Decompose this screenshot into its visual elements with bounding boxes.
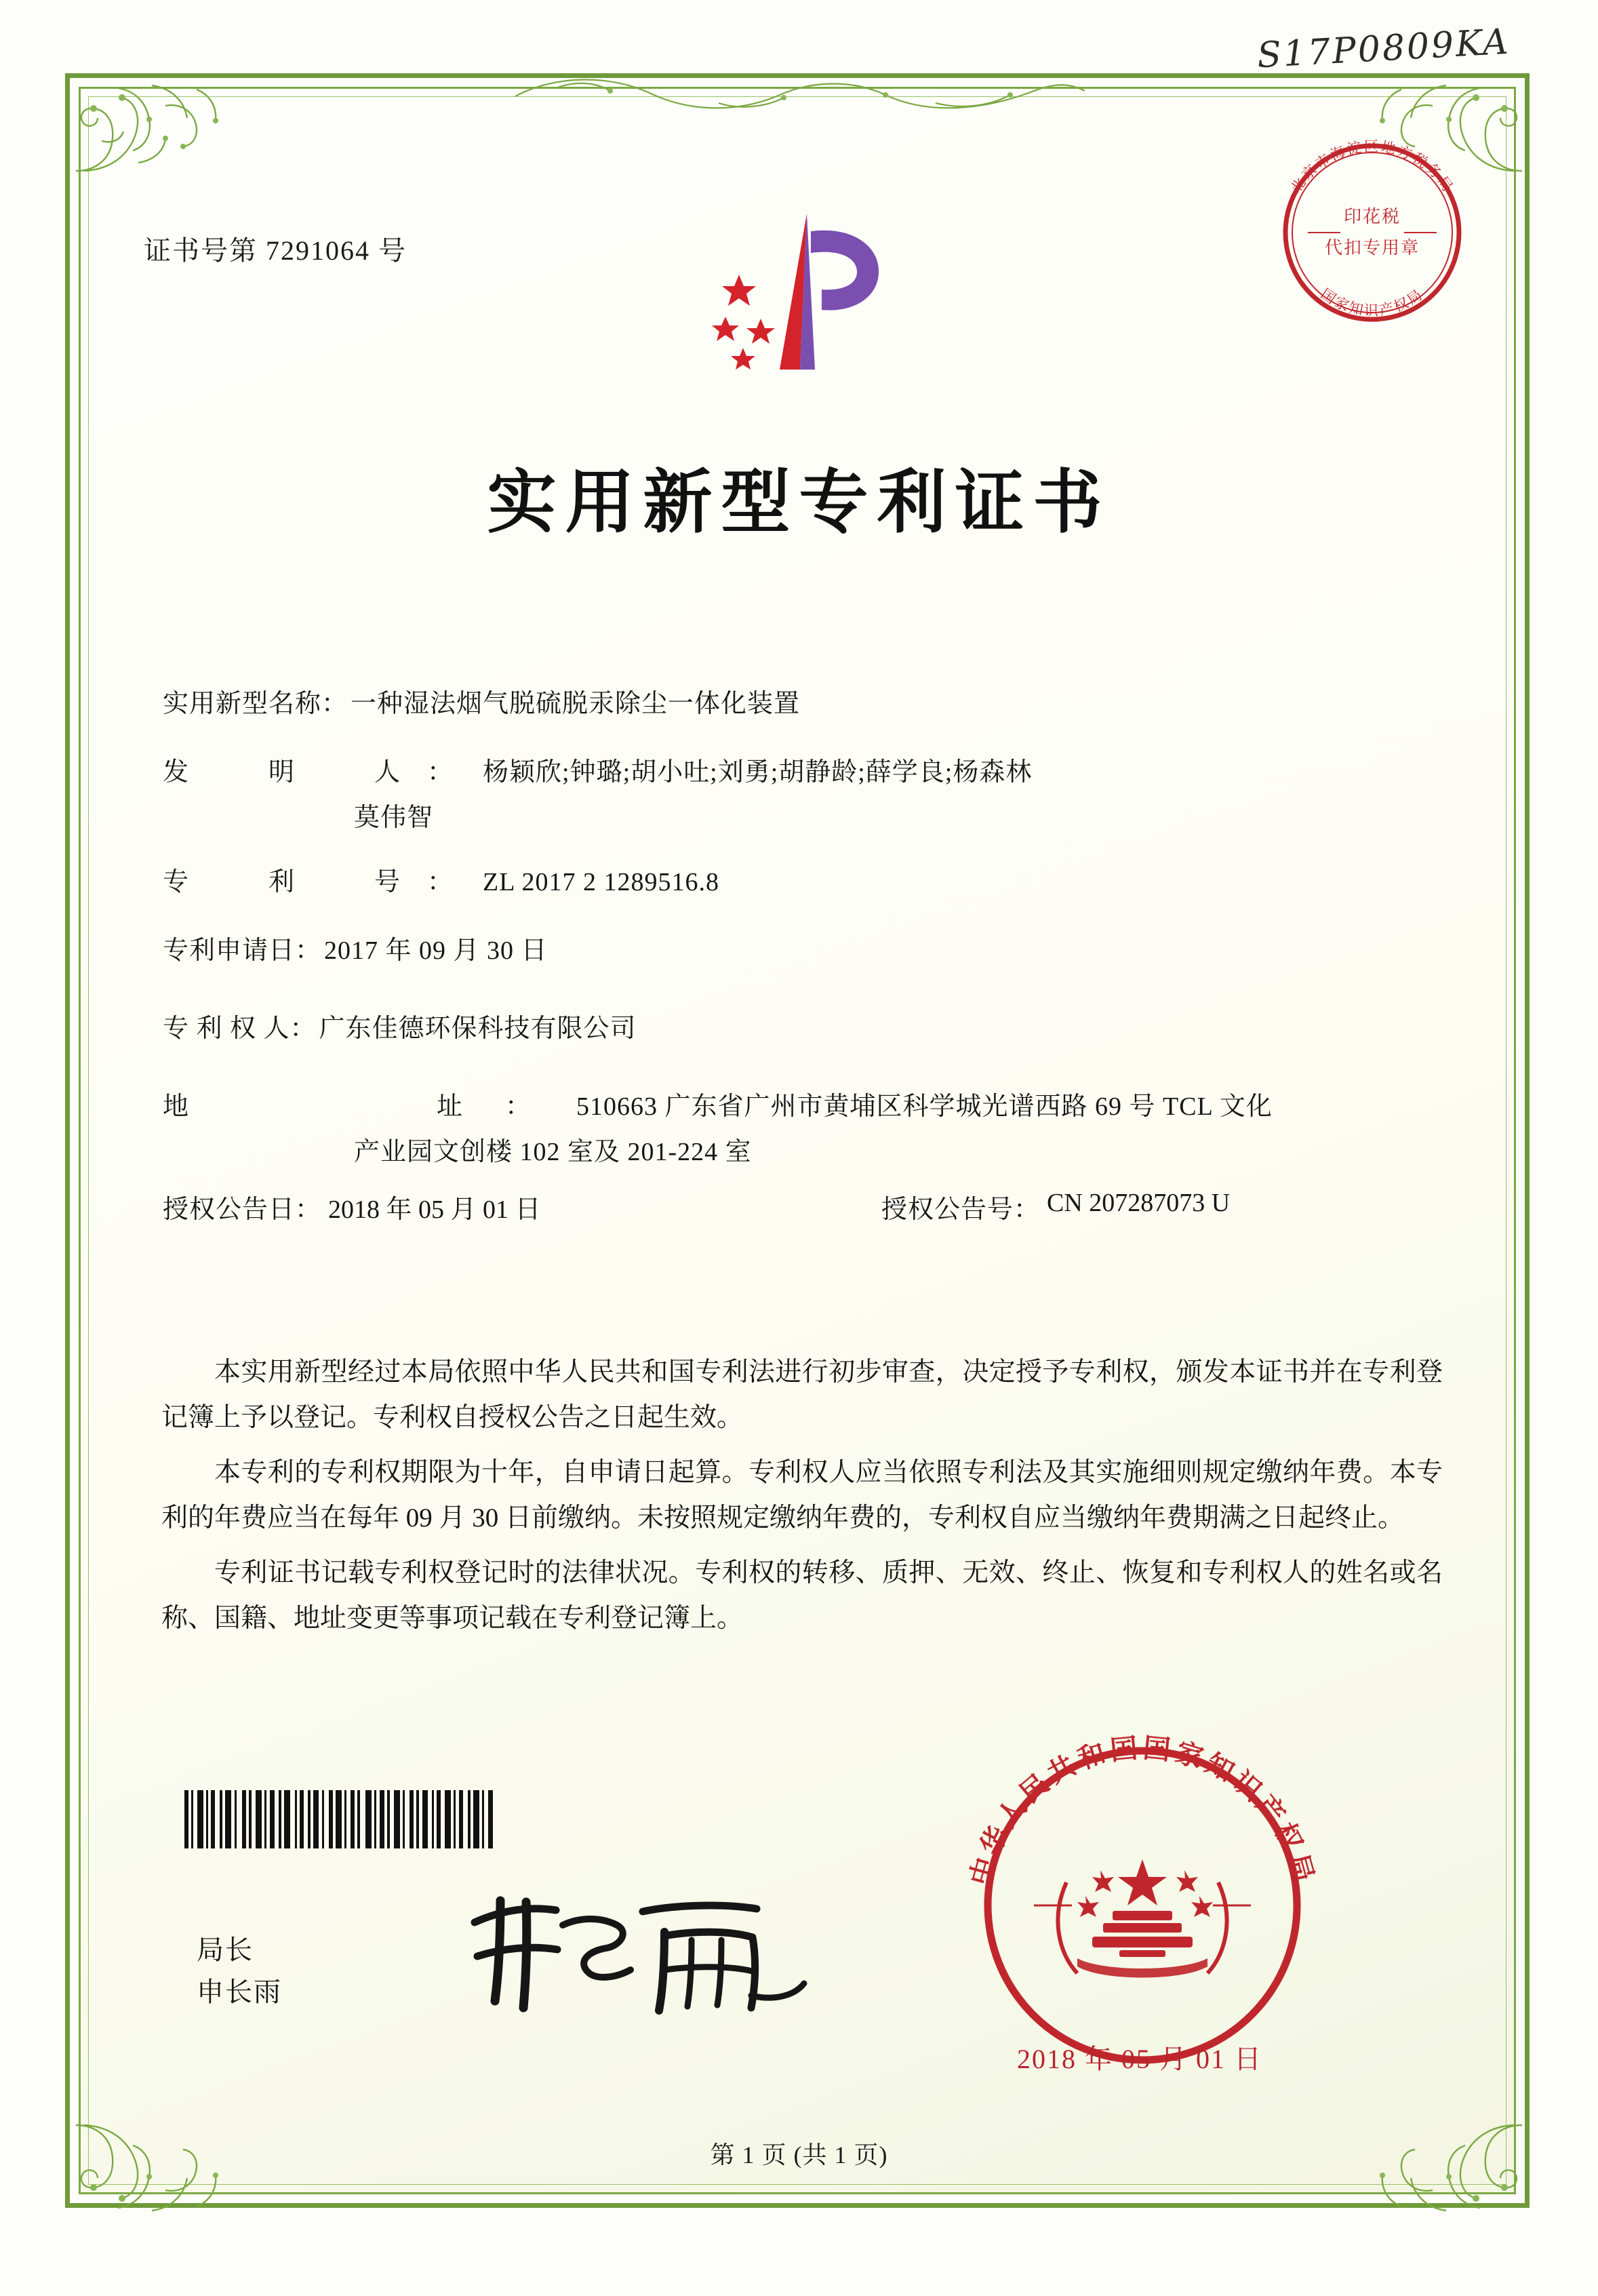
top-vine-ornament-icon: [515, 68, 1085, 115]
paragraph-3: 专利证书记载专利权登记时的法律状况。专利权的转移、质押、无效、终止、恢复和专利权人的姓名或名称、国籍、地址变更等事项记载在专利登记簿上。: [161, 1558, 1443, 1634]
field-patentee: [163, 1010, 1437, 1048]
svg-text:北京市海淀区地方税务局: 北京市海淀区地方税务局: [1287, 138, 1457, 197]
svg-text:中华人民共和国国家知识产权局: 中华人民共和国国家知识产权局: [963, 1732, 1321, 1889]
field-grant-row: [163, 1188, 1437, 1225]
director-block: [197, 1929, 282, 2013]
field-value: 一种湿法烟气脱硫脱汞除尘一体化装置: [351, 690, 801, 718]
director-signature-handwriting: [461, 1875, 827, 2031]
field-label: 授权公告号：: [881, 1195, 1041, 1224]
field-label: 专利申请日：: [163, 936, 322, 965]
handwritten-code: S17P0809KA: [1256, 21, 1511, 77]
field-grant-date: [163, 1188, 881, 1225]
field-utility-model-name: [163, 685, 1437, 724]
field-patent-number: [163, 863, 1437, 902]
body-text: [161, 1349, 1443, 1650]
field-label: 地 址：: [163, 1092, 574, 1121]
field-value: 510663 广东省广州市黄埔区科学城光谱西路 69 号 TCL 文化: [576, 1092, 1273, 1121]
paragraph-2: 本专利的专利权期限为十年，自申请日起算。专利权人应当依照专利法及其实施细则规定缴纳年费。本专利的年费应当在每年 09 月 30 日前缴纳。未按照规定缴纳年费的，专利权自应当缴纳年费期满之日起终止。: [161, 1458, 1443, 1533]
field-value: 杨颖欣;钟璐;胡小吐;刘勇;胡静龄;薛学良;杨森林: [483, 758, 1033, 787]
field-value: 广东佳德环保科技有限公司: [319, 1014, 637, 1043]
field-value: 2018 年 05 月 01 日: [328, 1195, 541, 1224]
field-filing-date: [163, 932, 1437, 970]
director-label: 局长: [197, 1935, 254, 1965]
field-label: 实用新型名称：: [163, 690, 348, 718]
seal-date: 2018 年 05 月 01 日: [1017, 2044, 1262, 2074]
field-label: 发 明 人：: [163, 758, 481, 787]
certificate-fields: [163, 685, 1437, 1252]
page-footer: 第 1 页 (共 1 页): [710, 2141, 888, 2169]
svg-text:代扣专用章: 代扣专用章: [1324, 238, 1420, 258]
barcode: [184, 1790, 625, 1848]
sipo-logo-icon: [698, 200, 922, 403]
field-label: 专 利 权 人：: [163, 1014, 317, 1043]
field-grant-number: [881, 1188, 1230, 1225]
paragraph-1: 本实用新型经过本局依照中华人民共和国专利法进行初步审查，决定授予专利权，颁发本证书并在专利登记簿上予以登记。专利权自授权公告之日起生效。: [161, 1358, 1443, 1433]
tax-stamp-seal: [1260, 121, 1484, 344]
field-inventors: [163, 753, 1437, 792]
page-title: 实用新型专利证书: [487, 462, 1111, 543]
field-address-line2: 产业园文创楼 102 室及 201-224 室: [354, 1138, 752, 1166]
field-label: 授权公告日：: [163, 1195, 322, 1224]
certificate-number: 证书号第 7291064 号: [144, 235, 407, 266]
field-inventors-line2: 莫伟智: [354, 804, 434, 832]
field-value: 2017 年 09 月 30 日: [324, 936, 548, 965]
field-address: [163, 1088, 1437, 1126]
director-name: 申长雨: [197, 1977, 282, 2007]
field-label: 专 利 号：: [163, 868, 481, 896]
svg-text:国家知识产权局: 国家知识产权局: [1317, 285, 1427, 319]
field-value: CN 207287073 U: [1047, 1189, 1231, 1217]
svg-text:印花税: 印花税: [1343, 207, 1401, 227]
field-value: ZL 2017 2 1289516.8: [483, 868, 720, 896]
